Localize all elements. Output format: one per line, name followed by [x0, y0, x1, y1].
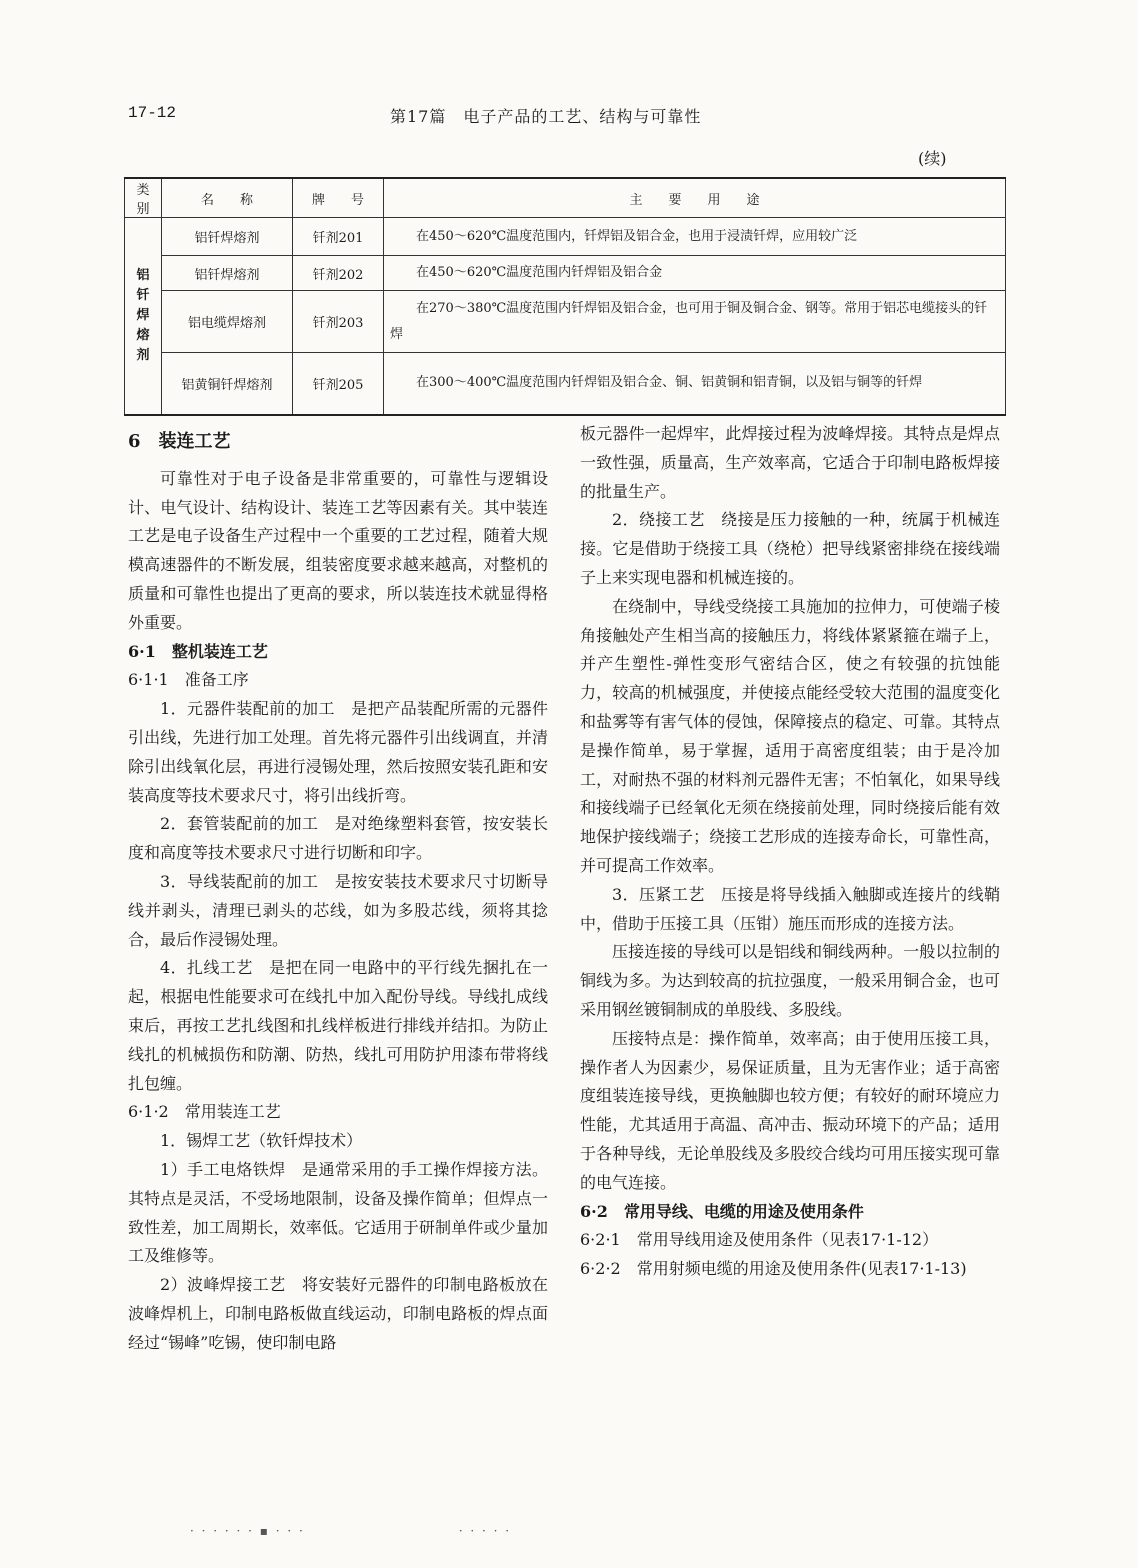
section-6-1-2-heading: 6·1·2 常用装连工艺: [128, 1102, 281, 1122]
name-cell: 铝电缆焊熔剂: [162, 291, 293, 353]
running-title: 第17篇 电子产品的工艺、结构与可靠性: [390, 107, 702, 126]
paragraph: 1．元器件装配前的加工 是把产品装配所需的元器件引出线，先进行加工处理。首先将元器件引出线调直，并清除引出线氧化层，再进行浸锡处理，然后按照安装孔距和安装高度等技术要求尺寸，将引出线折弯。: [128, 699, 548, 805]
grade-cell: 钎剂203: [293, 291, 384, 353]
grade-cell: 钎剂202: [293, 256, 384, 291]
use-cell: 在450～620℃温度范围内钎焊铝及铝合金: [384, 256, 1006, 291]
paragraph: 压接连接的导线可以是铝线和铜线两种。一般以拉制的铜线为多。为达到较高的抗拉强度，一般采用铜合金，也可采用钢丝镀铜制成的单股线、多股线。: [580, 942, 1000, 1019]
paragraph: 3．导线装配前的加工 是按安装技术要求尺寸切断导线并剥头，清理已剥头的芯线，如为多股芯线，须将其捻合，最后作浸锡处理。: [128, 871, 548, 949]
section-6-2-2-line: 6·2·2 常用射频电缆的用途及使用条件(见表17·1-13): [580, 1259, 967, 1279]
use-cell: 在450～620℃温度范围内，钎焊铝及铝合金，也用于浸渍钎焊，应用较广泛: [384, 218, 1006, 256]
table-row: [125, 256, 1006, 291]
grade-cell: 钎剂201: [293, 218, 384, 256]
use-cell: 在270～380℃温度范围内钎焊铝及铝合金，也可用于铜及铜合金、钢等。常用于铝芯电缆接头的钎焊: [384, 291, 1006, 353]
paragraph: 2．套管装配前的加工 是对绝缘塑料套管，按安装长度和高度等技术要求尺寸进行切断和印字。: [128, 814, 548, 863]
paragraph: 4．扎线工艺 是把在同一电路中的平行线先捆扎在一起，根据电性能要求可在线扎中加入配份导线。导线扎成线束后，再按工艺扎线图和扎线样板进行排线并结扣。为防止线扎的机械损伤和防潮、防热，线扎可用防护用漆布带将线扎包缠。: [128, 958, 548, 1093]
section-6-2-1-line: 6·2·1 常用导线用途及使用条件（见表17·1-12）: [580, 1230, 939, 1250]
table-row: [125, 218, 1006, 256]
th-category: 类别: [125, 178, 162, 218]
grade-cell: 钎剂205: [293, 353, 384, 415]
section-6-1-1-heading: 6·1·1 准备工序: [128, 670, 249, 690]
paragraph: 板元器件一起焊牢，此焊接过程为波峰焊接。其特点是焊点一致性强，质量高，生产效率高，它适合于印制电路板焊接的批量生产。: [580, 424, 1000, 501]
name-cell: 铝黄铜钎焊熔剂: [162, 353, 293, 415]
page-header: [128, 104, 1008, 130]
paragraph: 3．压紧工艺 压接是将导线插入触脚或连接片的线鞘中，借助于压接工具（压钳）施压而形成的连接方法。: [580, 884, 1000, 933]
section-6-heading: 6 装连工艺: [128, 431, 231, 452]
right-column: [580, 420, 1000, 1284]
name-cell: 铝钎焊熔剂: [162, 256, 293, 291]
use-cell: 在300～400℃温度范围内钎焊铝及铝合金、铜、铝黄铜和铝青铜，以及铝与铜等的钎焊: [384, 353, 1006, 415]
category-cell: [125, 218, 162, 415]
page-number: 17-12: [128, 104, 177, 122]
category-label: 铝钎焊熔剂: [136, 267, 150, 363]
table-row: [125, 353, 1006, 415]
continued-label: (续): [918, 149, 947, 168]
paragraph: 1．锡焊工艺（软钎焊技术）: [160, 1131, 363, 1151]
paragraph: 压接特点是：操作简单，效率高；由于使用压接工具，操作者人为因素少，易保证质量，且为无害作业；适于高密度组装连接导线，更换触脚也较方便；有较好的耐环境应力性能，尤其适用于高温、高冲击、振动环境下的产品；适用于各种导线，无论单股线及多股绞合线均可用压接实现可靠的电气连接。: [580, 1028, 1000, 1192]
paragraph: 1）手工电烙铁焊 是通常采用的手工操作焊接方法。其特点是灵活，不受场地限制，设备及操作简单；但焊点一致性差，加工周期长，效率低。它适用于研制单件或少量加工及维修等。: [128, 1159, 548, 1266]
paragraph: 2．绕接工艺 绕接是压力接触的一种，统属于机械连接。它是借助于绕接工具（绕枪）把导线紧密排绕在接线端子上来实现电器和机械连接的。: [580, 510, 1000, 587]
th-grade: 牌 号: [293, 178, 384, 218]
section-6-1-heading: 6·1 整机装连工艺: [128, 641, 268, 661]
name-cell: 铝钎焊熔剂: [162, 218, 293, 256]
th-name: 名 称: [162, 178, 293, 218]
paragraph: 在绕制中，导线受绕接工具施加的拉伸力，可使端子棱角接触处产生相当高的接触压力，将线体紧紧箍在端子上，并产生塑性-弹性变形气密结合区，使之有较强的抗蚀能力，较高的机械强度，并使接点能经受较大范围的温度变化和盐雾等有害气体的侵蚀，保障接点的稳定、可靠。其特点是操作简单，易于掌握，适用于高密度组装；由于是冷加工，对耐热不强的材料剂元器件无害；不怕氧化，如果导线和接线端子已经氧化无须在绕接前处理，同时绕接后能有效地保护接线端子；绕接工艺形成的连接寿命长，可靠性高，并可提高工作效率。: [580, 596, 1000, 875]
flux-table: [124, 177, 1006, 416]
paragraph: 2）波峰焊接工艺 将安装好元器件的印制电路板放在波峰焊机上，印制电路板做直线运动，印制电路板的焊点面经过“锡峰”吃锡，使印制电路: [128, 1275, 548, 1352]
table-row: [125, 291, 1006, 353]
th-use: 主 要 用 途: [384, 178, 1006, 218]
section-6-2-heading: 6·2 常用导线、电缆的用途及使用条件: [580, 1201, 864, 1221]
paragraph: 可靠性对于电子设备是非常重要的，可靠性与逻辑设计、电气设计、结构设计、装连工艺等因素有关。其中装连工艺是电子设备生产过程中一个重要的工艺过程，随着大规模高速器件的不断发展，组装密度要求越来越高，对整机的质量和可靠性也提出了更高的要求，所以装连技术就显得格外重要。: [128, 468, 548, 632]
left-column: [128, 420, 548, 1358]
scan-noise: · · · · · · ▪ · · · · · · · ·: [190, 1524, 512, 1538]
table-header-row: [125, 178, 1006, 218]
